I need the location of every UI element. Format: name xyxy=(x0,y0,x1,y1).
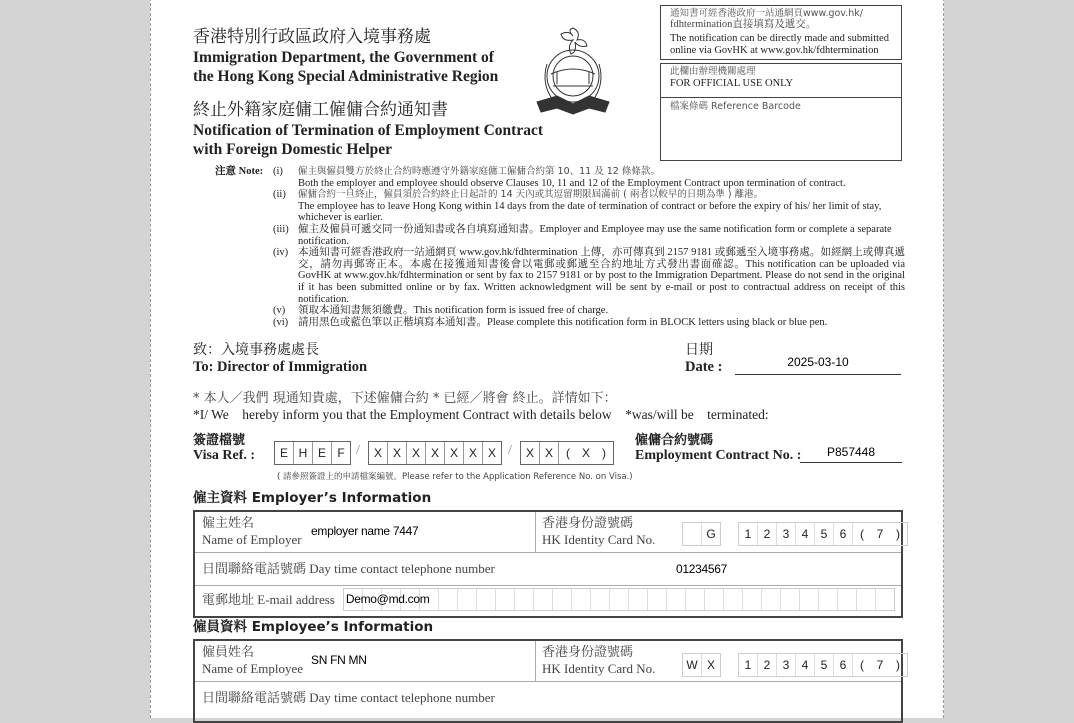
employer-name-label-en: Name of Employer xyxy=(202,532,302,547)
char-cell: ( xyxy=(566,446,570,460)
email-char-cell xyxy=(857,589,876,610)
char-cell: 3 xyxy=(777,654,796,676)
employee-info-table xyxy=(193,639,903,723)
notes-label: 注意 Note: xyxy=(215,166,264,177)
contract-no-field[interactable] xyxy=(800,445,902,463)
note-text: 僱主及僱員可遞交同一份通知書或各自填寫通知書。Employer and Employee may use the same notification form or complete a separate notification. xyxy=(298,223,892,247)
char-cell: 6 xyxy=(834,654,853,676)
char-cell: X xyxy=(581,446,590,460)
employee-hkid-digits-field[interactable] xyxy=(738,653,908,677)
visa-ref-separator: / xyxy=(356,443,360,458)
contract-no-value: P857448 xyxy=(826,445,876,459)
online-note-cn-1: 通知書可經香港政府一站通網頁www.gov.hk/ xyxy=(670,8,863,19)
employer-email-row xyxy=(202,588,895,611)
statement-en: *I/ We hereby inform you that the Employment Contract with details below *was/will be terminated: xyxy=(193,407,769,422)
dept-title-en-2: the Hong Kong Special Administrative Region xyxy=(193,68,499,85)
email-char-cell xyxy=(648,589,667,610)
visa-ref-group3-field[interactable] xyxy=(520,441,614,465)
email-char-cell xyxy=(762,589,781,610)
char-cell: E xyxy=(275,442,294,464)
char-cell: G xyxy=(706,527,716,541)
employee-name-label-cn: 僱員姓名 xyxy=(202,645,255,660)
dept-title-cn: 香港特別行政區政府入境事務處 xyxy=(193,27,431,47)
date-label-cn: 日期 xyxy=(685,342,713,358)
online-submission-box xyxy=(660,5,902,60)
note-number: (vi) xyxy=(273,316,289,328)
employer-hkid-digits-field[interactable] xyxy=(738,522,908,546)
official-use-cn: 此欄由辦理機關處理 xyxy=(670,66,756,77)
employee-name-value[interactable]: SN FN MN xyxy=(311,653,367,667)
dept-title-en-1: Immigration Department, the Government of xyxy=(193,49,494,66)
char-cell: 1 xyxy=(739,654,758,676)
email-char-cell xyxy=(743,589,762,610)
note-text: 領取本通知書無須繳費。This notification form is issued free of charge. xyxy=(298,305,609,317)
email-char-cell xyxy=(876,589,894,610)
char-cell: ( xyxy=(860,658,864,672)
employee-phone-label: 日間聯絡電話號碼 Day time contact telephone number xyxy=(202,690,495,705)
employer-hkid-label-cn: 香港身份證號碼 xyxy=(542,516,634,531)
email-char-cell xyxy=(458,589,477,610)
char-cell: ) xyxy=(602,446,606,460)
char-cell: 4 xyxy=(796,523,815,545)
notes-section xyxy=(215,166,905,328)
char-cell: 2 xyxy=(758,523,777,545)
online-note-cn-2: fdhtermination直接填寫及遞交。 xyxy=(670,19,817,30)
char-cell: ) xyxy=(896,658,900,672)
char-cell xyxy=(683,523,702,545)
email-char-cell xyxy=(439,589,458,610)
char-cell: X xyxy=(487,446,496,460)
email-char-cell xyxy=(686,589,705,610)
employer-phone-value[interactable]: 01234567 xyxy=(676,562,727,576)
note-number: (iii) xyxy=(273,223,289,235)
employee-section-title: 僱員資料 Employee’s Information xyxy=(193,619,434,635)
char-cell: 5 xyxy=(815,523,834,545)
employer-name-value[interactable]: employer name 7447 xyxy=(311,524,419,538)
email-char-cell xyxy=(838,589,857,610)
form-title-cn: 終止外籍家庭傭工僱傭合約通知書 xyxy=(193,100,448,120)
char-cell: W xyxy=(683,654,702,676)
char-cell: X xyxy=(388,442,407,464)
addressee-block xyxy=(193,341,367,376)
form-title-en-2: with Foreign Domestic Helper xyxy=(193,141,393,158)
employer-email-label: 電郵地址 E-mail address xyxy=(202,591,335,607)
char-cell: X xyxy=(540,442,559,464)
note-number: (ii) xyxy=(273,189,286,201)
header-block xyxy=(193,27,543,159)
addressee-en: To: Director of Immigration xyxy=(193,359,368,375)
char-cell: H xyxy=(294,442,313,464)
email-char-cell xyxy=(477,589,496,610)
online-note-en-2: online via GovHK at www.gov.hk/fdhtermination xyxy=(670,45,879,56)
reference-barcode-label: 檔案條碼 Reference Barcode xyxy=(670,101,801,112)
employee-hkid-label-cn: 香港身份證號碼 xyxy=(542,645,634,660)
employee-hkid-prefix-field[interactable] xyxy=(682,653,721,677)
date-field[interactable] xyxy=(735,355,901,375)
note-text: 僱主與僱員雙方於終止合約時應遵守外籍家庭傭工僱傭合約第 10、11 及 12 條條款。 xyxy=(298,166,660,177)
date-label-en: Date : xyxy=(685,359,723,375)
email-char-cell xyxy=(800,589,819,610)
note-text-en: Both the employer and employee should observe Clauses 10, 11 and 12 of the Employment Contract upon termination of contract. xyxy=(298,177,846,189)
char-cell: 2 xyxy=(758,654,777,676)
char-cell: 7 xyxy=(876,658,884,672)
statement-block xyxy=(193,391,769,423)
employer-name-label-cn: 僱主姓名 xyxy=(202,516,255,531)
official-use-box xyxy=(660,63,902,161)
char-cell: 1 xyxy=(739,523,758,545)
email-char-cell xyxy=(629,589,648,610)
addressee-cn: 致：入境事務處處長 xyxy=(193,342,319,358)
employer-info-table xyxy=(193,510,903,618)
visa-ref-group1-field[interactable] xyxy=(274,441,351,465)
online-note-en-1: The notification can be directly made and submitted xyxy=(670,33,889,44)
email-char-cell xyxy=(781,589,800,610)
note-text: 請用黑色或藍色筆以正楷填寫本通知書。Please complete this notification form in BLOCK letters using black or blue pen. xyxy=(298,316,828,328)
email-char-cell xyxy=(610,589,629,610)
employer-hkid-label-en: HK Identity Card No. xyxy=(542,532,656,547)
char-cell: ( xyxy=(860,527,864,541)
char-cell: E xyxy=(313,442,332,464)
employer-email-value: Demo@md.com xyxy=(345,592,430,606)
char-cell: X xyxy=(445,442,464,464)
employee-name-label-en: Name of Employee xyxy=(202,661,304,676)
char-cell: X xyxy=(521,442,540,464)
char-cell: X xyxy=(407,442,426,464)
employer-phone-label: 日間聯絡電話號碼 Day time contact telephone number xyxy=(202,561,495,576)
contract-no-label-block xyxy=(635,433,801,463)
char-cell: X xyxy=(464,442,483,464)
email-char-cell xyxy=(572,589,591,610)
contract-no-label-en: Employment Contract No. : xyxy=(635,448,802,463)
char-cell: X xyxy=(706,658,715,672)
char-cell: 3 xyxy=(777,523,796,545)
char-cell: 4 xyxy=(796,654,815,676)
form-title-en-1: Notification of Termination of Employment Contract xyxy=(193,122,544,139)
email-char-cell xyxy=(819,589,838,610)
visa-ref-hint: ( 請參照簽證上的申請檔案編號。Please refer to the Application Reference No. on Visa.) xyxy=(277,472,633,482)
email-char-cell xyxy=(534,589,553,610)
statement-cn: * 本人／我們 現通知貴處，下述僱傭合約 * 已經／將會 終止。詳情如下： xyxy=(193,391,617,406)
employer-section-title: 僱主資料 Employer’s Information xyxy=(193,490,432,506)
char-cell: 6 xyxy=(834,523,853,545)
email-char-cell xyxy=(496,589,515,610)
date-value: 2025-03-10 xyxy=(787,355,849,369)
visa-ref-label-en: Visa Ref. : xyxy=(193,448,256,463)
employee-hkid-label-en: HK Identity Card No. xyxy=(542,661,656,676)
immigration-emblem-logo xyxy=(533,24,613,120)
email-char-cell xyxy=(667,589,686,610)
char-cell: X xyxy=(369,442,388,464)
email-char-cell xyxy=(553,589,572,610)
visa-ref-separator: / xyxy=(508,443,512,458)
char-cell: F xyxy=(337,446,345,460)
note-text-en: The employee has to leave Hong Kong within 14 days from the date of termination of contract or before the expiry of his/ her limit of stay, whichever is earlier. xyxy=(298,200,882,224)
official-use-en: FOR OFFICIAL USE ONLY xyxy=(670,78,794,89)
email-char-cell xyxy=(705,589,724,610)
visa-ref-label-block xyxy=(193,433,255,463)
note-number: (v) xyxy=(273,305,286,317)
visa-ref-group2-field[interactable] xyxy=(368,441,502,465)
note-number: (iv) xyxy=(273,247,289,259)
char-cell: 7 xyxy=(876,527,884,541)
char-cell: X xyxy=(426,442,445,464)
email-char-cell xyxy=(515,589,534,610)
note-number: (i) xyxy=(273,166,283,177)
email-char-cell xyxy=(591,589,610,610)
employer-hkid-prefix-field[interactable] xyxy=(682,522,721,546)
note-text: 本通知書可經香港政府一站通網頁 www.gov.hk/fdhtermination 上傳，亦可傳真到 2157 9181 或郵遞至入境事務處。如經網上或傳真遞交，請勿再郵寄正本。本處在接獲通知書後會以電郵或郵遞至合約地址方式發出書面確認。This notification can be uploaded via GovHK at www.gov.hk/fdhtermination or sent by fax to 2157 9181 or by post to the Immigration Department. Please do not send in the original if it has been submitted online or by fax. Written acknowledgment will be sent by e-mail or post to contractual address on receipt of this notification. xyxy=(298,247,905,305)
visa-ref-label-cn: 簽證檔號 xyxy=(193,433,246,448)
email-char-cell xyxy=(724,589,743,610)
date-label-block xyxy=(685,341,722,376)
contract-no-label-cn: 僱傭合約號碼 xyxy=(635,433,714,448)
note-text: 僱傭合約一旦終止，僱員須於合約終止日起計的 14 天內或其逗留期限屆滿前 ( 兩者以較早的日期為準 ) 離港。 xyxy=(298,189,764,201)
char-cell: 5 xyxy=(815,654,834,676)
char-cell: ) xyxy=(896,527,900,541)
